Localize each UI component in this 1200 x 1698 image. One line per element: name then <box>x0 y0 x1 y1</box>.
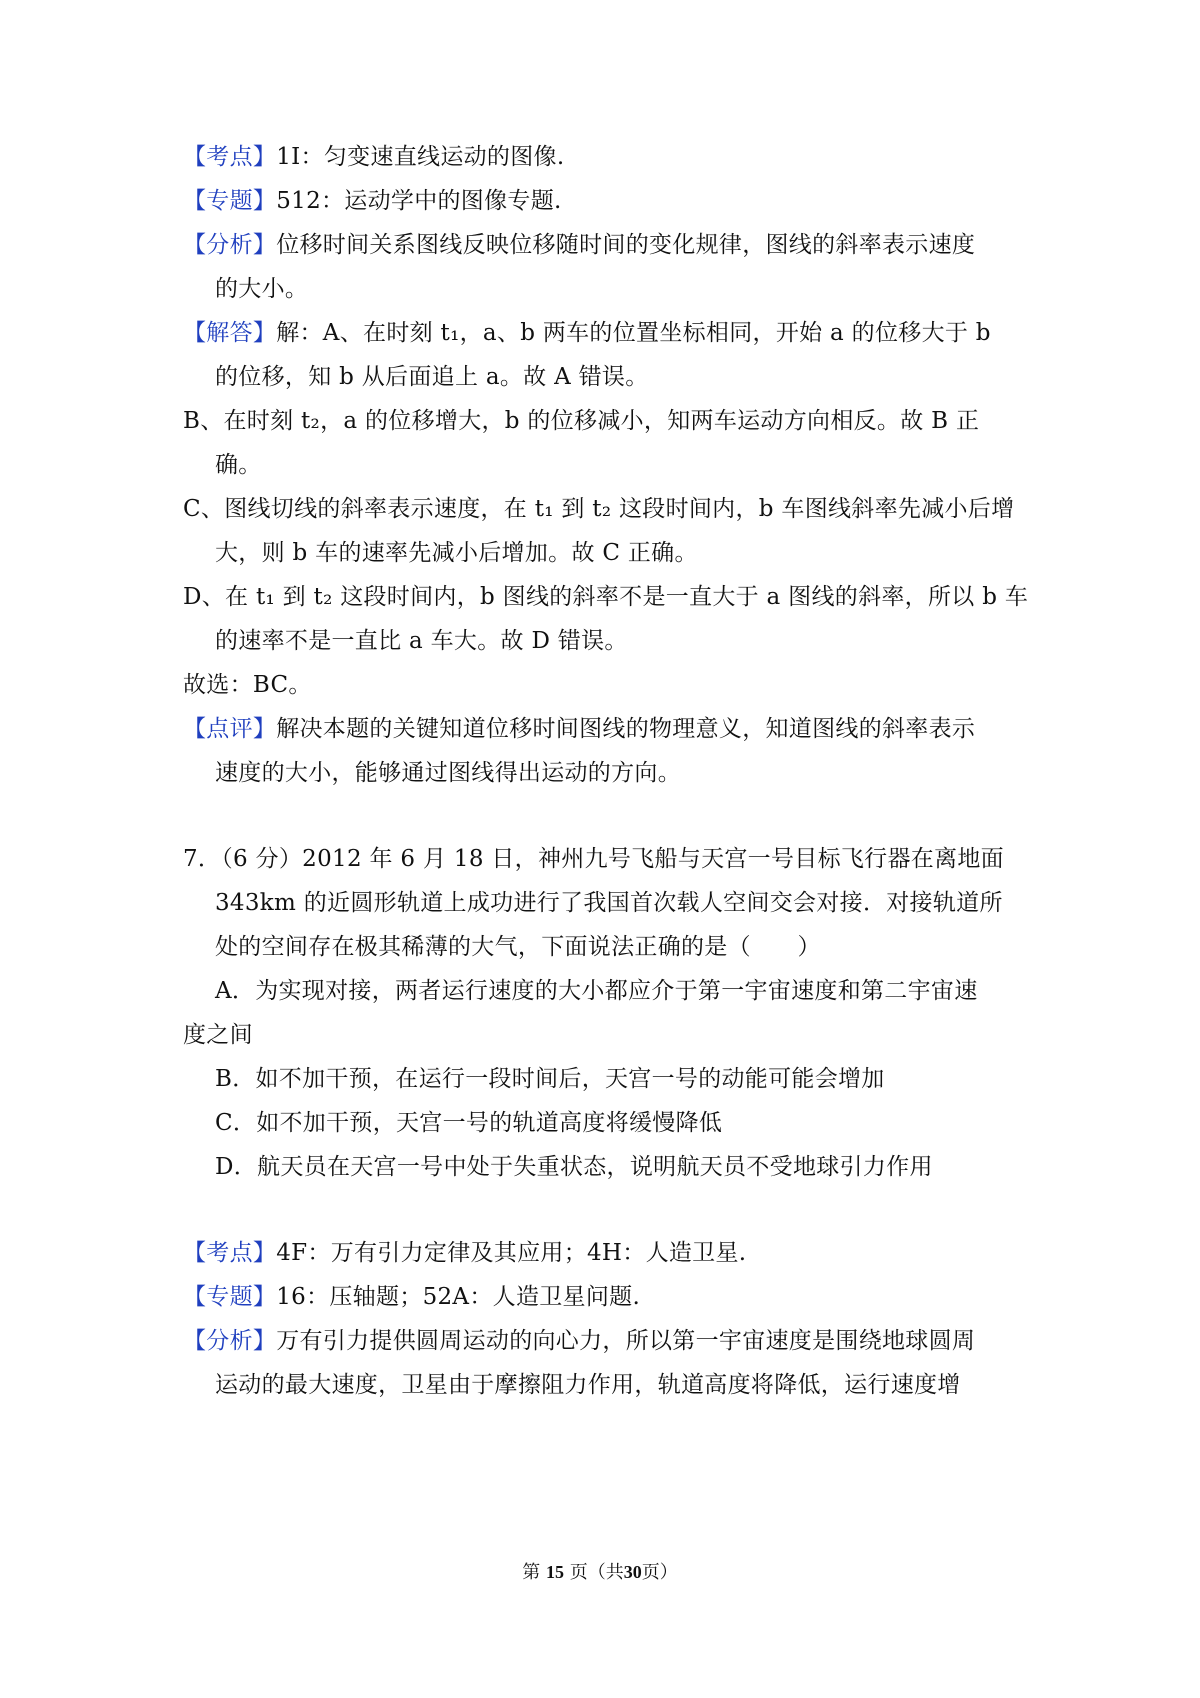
option-d-analysis-2: 的速率不是一直比 a 车大。故 D 错误。 <box>215 628 628 654</box>
kaodian-text: 1I：匀变速直线运动的图像. <box>276 144 565 170</box>
dianping-line <box>183 714 975 744</box>
fenxi-line-2: 的大小。 <box>215 276 309 302</box>
kaodian-line-7 <box>183 1238 746 1268</box>
footer-page-number: 15 <box>546 1562 564 1582</box>
zhuanti-tag-7: 【专题】 <box>183 1284 277 1310</box>
question-7-option-a: A．为实现对接，两者运行速度的大小都应介于第一宇宙速度和第二宇宙速 <box>215 978 978 1004</box>
question-7-line-3: 处的空间存在极其稀薄的大气，下面说法正确的是（ ） <box>215 934 821 960</box>
fenxi-tag-7: 【分析】 <box>183 1328 277 1354</box>
dianping-tag: 【点评】 <box>183 716 277 742</box>
option-d-analysis: D、在 t₁ 到 t₂ 这段时间内，b 图线的斜率不是一直大于 a 图线的斜率，所以 b 车 <box>183 584 1029 610</box>
fenxi-tag: 【分析】 <box>183 232 277 258</box>
kaodian-text-7: 4F：万有引力定律及其应用；4H：人造卫星. <box>276 1240 747 1266</box>
dianping-text: 解决本题的关键知道位移时间图线的物理意义，知道图线的斜率表示 <box>276 716 976 742</box>
question-7-line-2: 343km 的近圆形轨道上成功进行了我国首次载人空间交会对接．对接轨道所 <box>215 890 1003 916</box>
zhuanti-text-7: 16：压轴题；52A：人造卫星问题. <box>276 1284 641 1310</box>
footer-total-pages: 30 <box>623 1562 642 1582</box>
zhuanti-line-7 <box>183 1282 640 1312</box>
jieda-text: 解：A、在时刻 t₁，a、b 两车的位置坐标相同，开始 a 的位移大于 b <box>276 320 991 346</box>
answer-line: 故选：BC。 <box>183 672 312 698</box>
jieda-tag: 【解答】 <box>183 320 277 346</box>
question-7-line-1: 7．（6 分）2012 年 6 月 18 日，神州九号飞船与天宫一号目标飞行器在离地面 <box>183 846 1004 872</box>
fenxi-line-7-2: 运动的最大速度，卫星由于摩擦阻力作用，轨道高度将降低，运行速度增 <box>215 1372 961 1398</box>
page-footer <box>0 1560 1200 1585</box>
question-7-option-d: D．航天员在天宫一号中处于失重状态，说明航天员不受地球引力作用 <box>215 1154 933 1180</box>
fenxi-line-7 <box>183 1326 975 1356</box>
option-b-analysis: B、在时刻 t₂，a 的位移增大，b 的位移减小，知两车运动方向相反。故 B 正 <box>183 408 980 434</box>
option-c-analysis-2: 大，则 b 车的速率先减小后增加。故 C 正确。 <box>215 540 698 566</box>
zhuanti-tag: 【专题】 <box>183 188 277 214</box>
question-7-option-c: C．如不加干预，天宫一号的轨道高度将缓慢降低 <box>215 1110 723 1136</box>
question-7-option-a-2: 度之间 <box>183 1022 253 1048</box>
jieda-line <box>183 318 991 348</box>
option-c-analysis: C、图线切线的斜率表示速度，在 t₁ 到 t₂ 这段时间内，b 车图线斜率先减小后增 <box>183 496 1015 522</box>
zhuanti-line <box>183 186 562 216</box>
footer-prefix: 第 <box>522 1562 541 1583</box>
kaodian-line <box>183 142 564 172</box>
jieda-line-2: 的位移，知 b 从后面追上 a。故 A 错误。 <box>215 364 649 390</box>
footer-middle: 页（共 <box>569 1562 624 1583</box>
footer-suffix: 页） <box>641 1562 678 1583</box>
dianping-line-2: 速度的大小，能够通过图线得出运动的方向。 <box>215 760 681 786</box>
fenxi-line <box>183 230 975 260</box>
fenxi-text-7: 万有引力提供圆周运动的向心力，所以第一宇宙速度是围绕地球圆周 <box>276 1328 976 1354</box>
kaodian-tag-7: 【考点】 <box>183 1240 277 1266</box>
question-7-option-b: B．如不加干预，在运行一段时间后，天宫一号的动能可能会增加 <box>215 1066 885 1092</box>
fenxi-text: 位移时间关系图线反映位移随时间的变化规律，图线的斜率表示速度 <box>276 232 976 258</box>
option-b-analysis-2: 确。 <box>215 452 262 478</box>
zhuanti-text: 512：运动学中的图像专题. <box>276 188 562 214</box>
kaodian-tag: 【考点】 <box>183 144 277 170</box>
